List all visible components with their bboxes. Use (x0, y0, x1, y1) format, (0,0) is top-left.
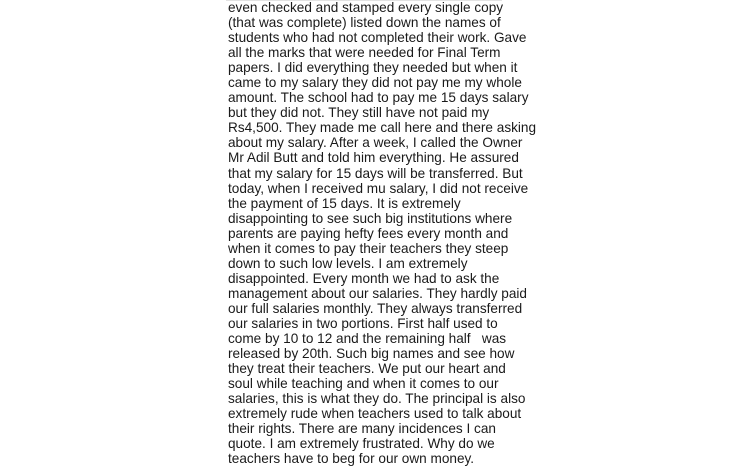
text-line: our salaries in two portions. First half used to (228, 315, 498, 331)
text-line: but they did not. They still have not paid my (228, 105, 490, 121)
text-line: amount. The school had to pay me 15 days salary (228, 90, 529, 106)
text-line: our full salaries monthly. They always transferred (228, 300, 523, 316)
text-line: teachers have to beg for our own money. (228, 451, 475, 467)
text-line: salaries, this is what they do. The principal is also (228, 391, 526, 407)
text-line: their rights. There are many incidences I can (228, 421, 496, 437)
text-line: (that was complete) listed down the names of (228, 15, 501, 31)
text-line: disappointing to see such big institutions where (228, 210, 513, 226)
text-line: today, when I received mu salary, I did not receive (228, 180, 529, 196)
text-line: about my salary. After a week, I called the Owner (228, 135, 523, 151)
text-line: when it comes to pay their teachers they steep (228, 240, 509, 256)
text-line: quote. I am extremely frustrated. Why do we (228, 436, 495, 452)
post-body-text (228, 0, 537, 467)
text-line: soul while teaching and when it comes to our (228, 376, 499, 392)
text-line: down to such low levels. I am extremely (228, 255, 468, 271)
text-line: papers. I did everything they needed but when it (228, 60, 518, 76)
text-line: come by 10 to 12 and the remaining half was (228, 331, 507, 347)
text-line: disappointed. Every month we had to ask the (228, 270, 500, 286)
text-line: Rs4,500. They made me call here and there asking (228, 120, 537, 136)
text-line: came to my salary they did not pay me my whole (228, 75, 522, 91)
text-line: Mr Adil Butt and told him everything. He assured (228, 150, 519, 166)
text-line: students who had not completed their work. Gave (228, 30, 527, 46)
text-line: extremely rude when teachers used to talk about (228, 406, 522, 422)
text-line: that my salary for 15 days will be transferred. But (228, 165, 523, 181)
text-line: parents are paying hefty fees every month and (228, 225, 509, 241)
text-line: all the marks that were needed for Final Term (228, 45, 501, 61)
text-line: they treat their teachers. We put our heart and (228, 361, 506, 377)
text-line: released by 20th. Such big names and see how (228, 346, 515, 362)
text-line: management about our salaries. They hardly paid (228, 285, 527, 301)
text-line: even checked and stamped every single copy (228, 0, 504, 15)
text-line: the payment of 15 days. It is extremely (228, 195, 461, 211)
